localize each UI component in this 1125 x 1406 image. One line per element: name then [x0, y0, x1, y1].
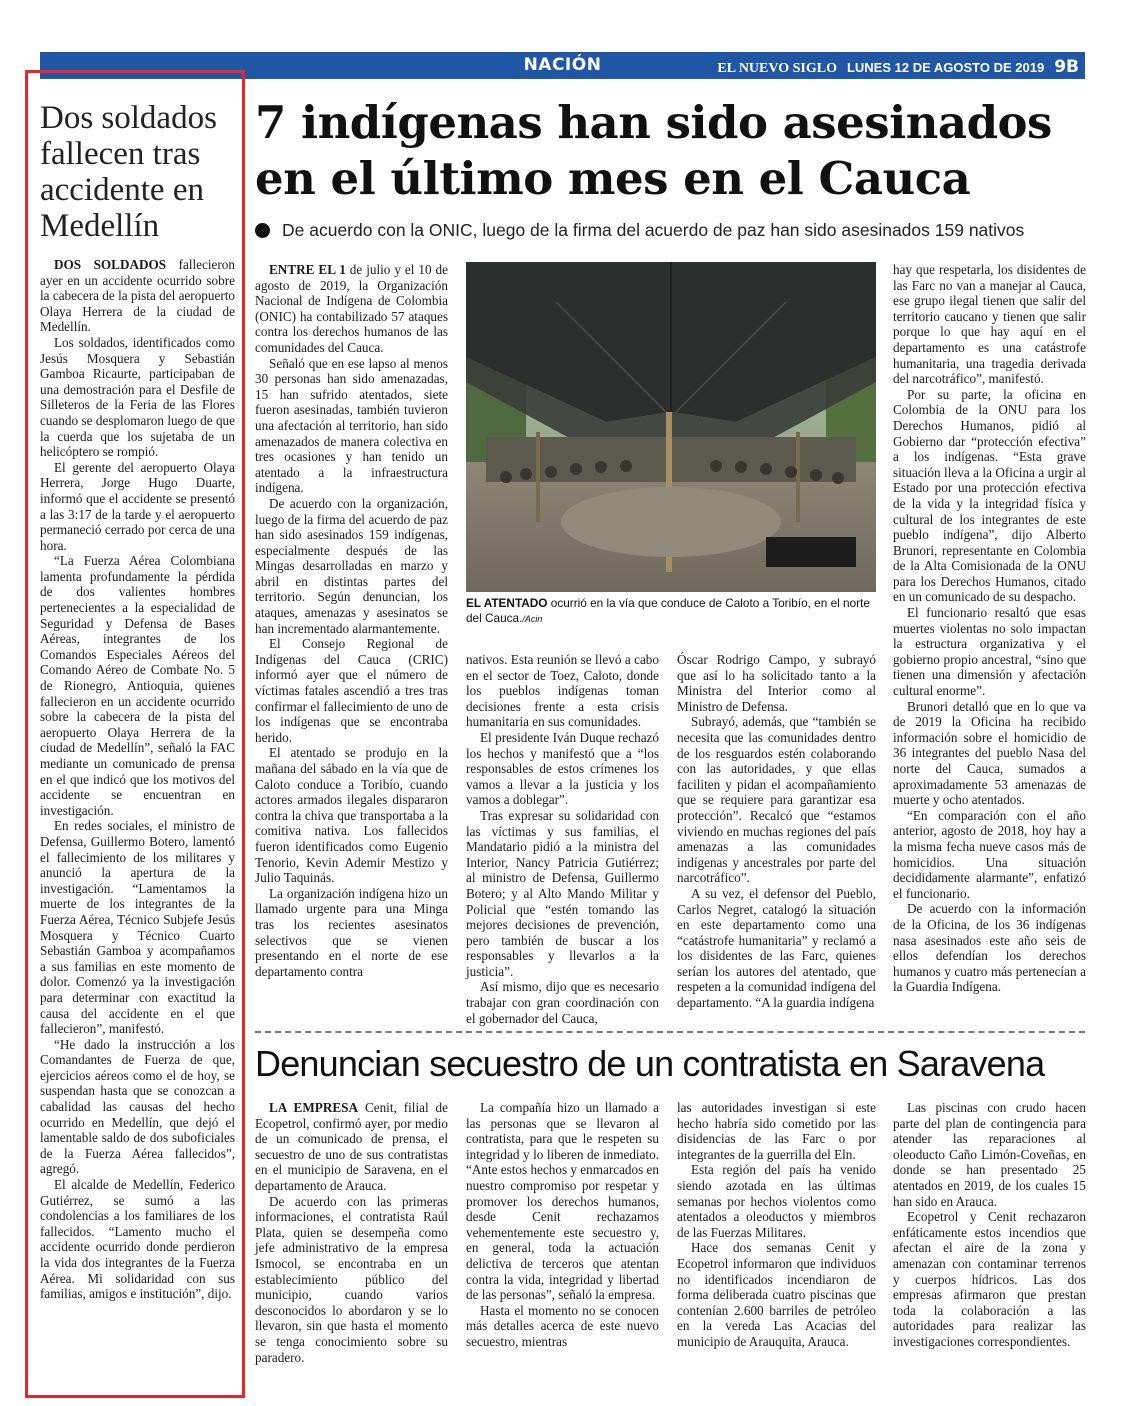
article-photo	[466, 262, 876, 592]
second-column-2	[466, 1100, 659, 1350]
main-paragraph: La organización indígena hizo un llamado urgente para una Minga tras los recientes asesinatos selectivos que se vienen presentando en el norte de ese departamento contra	[255, 885, 448, 979]
issue-date: LUNES 12 DE AGOSTO DE 2019	[846, 60, 1045, 75]
tent-gathering-photo	[466, 262, 876, 592]
main-paragraph: “En comparación con el año anterior, agosto de 2018, hoy hay a la misma fecha nueve casos más de homicidios. Una situación decididamente alarmante”, enfatizó el funcionario.	[893, 807, 1086, 901]
sidebar-paragraph: El alcalde de Medellín, Federico Gutiérrez, se sumó a las condolencias a los familiares de los fallecidos. “Lamento mucho el accidente ocurrido donde perdieron la vida dos integrantes de la Fuerza Aérea. Mi solidaridad con sus familias, amigos e institución”, dijo.	[40, 1177, 235, 1302]
second-paragraph: Cenit, filial de Ecopetrol, confirmó ayer, por medio de un comunicado de prensa, el secuestro de uno de sus contratistas en el municipio de Saravena, en el departamento de Arauca.	[255, 1100, 449, 1193]
main-paragraph: El Consejo Regional de Indígenas del Cauca (CRIC) informó ayer que el número de víctimas fatales ascendió a tres tras confirmar el fallecimiento de uno de los indígenas que se encontraba herido.	[255, 636, 448, 745]
sidebar-paragraph: fallecieron ayer en un accidente ocurrido sobre la cabecera de la pista del aeropuerto Olaya Herrera de la ciudad de Medellín.	[40, 257, 235, 335]
main-paragraph: Tras expresar su solidaridad con las víctimas y sus familias, el Mandatario pidió a la ministra del Interior, Nancy Patricia Gutiérrez; al ministro de Defensa, Guillermo Botero; y al Alto Mando Militar y Policial que “estén tomando las mejores decisiones de prevención, pero también de buscar a los responsables y llevarlos a la justicia”.	[466, 807, 659, 979]
photo-credit: /Acin	[522, 614, 543, 624]
sidebar-paragraph: “La Fuerza Aérea Colombiana lamenta profundamente la pérdida de dos valientes hombres pertenecientes a la especialidad de Seguridad y Defensa de Bases Aéreas, integrantes de los Comandos Especiales Aéreos del Comando Aéreo de Combate No. 5 de Rionegro, Antioquia, quienes fallecieron en un accidente ocurrido sobre la cabecera de la pista del aeropuerto Olaya Herrera de la ciudad de Medellín”, señaló la FAC mediante un comunicado de prensa en el que indicó que los motivos del accidente se encuentran en investigación.	[40, 553, 235, 818]
main-column-2	[466, 652, 659, 1027]
deck-text: De acuerdo con la ONIC, luego de la firma del acuerdo de paz han sido asesinados 159 nativos	[282, 220, 1025, 240]
main-column-3	[677, 652, 876, 1027]
sidebar-paragraph: En redes sociales, el ministro de Defensa, Guillermo Botero, lamentó el fallecimiento de los militares y anunció la apertura de la investigación. “Lamentamos la muerte de los integrantes de la Fuerza Aérea, Técnico Subjefe Jesús Mosquera y Técnico Cuarto Sebastián Gamboa y acompañamos a sus familias en este momento de dolor. Comenzó ya la investigación para determinar con exactitud la causa del accidente en el que fallecieron”, manifestó.	[40, 818, 235, 1037]
sidebar-article-body	[40, 257, 235, 1347]
main-paragraph: Brunori detalló que en lo que va de 2019 la Oficina ha recibido información sobre el homicidio de 36 integrantes del pueblo Nasa del norte del Cauca, sumados a aproximadamente 53 amenazas de muerte y ocho atentados.	[893, 698, 1086, 808]
main-paragraph: El funcionario resaltó que esas muertes violentas no solo impactan la estructura organizativa y el gobierno propio ancestral, “sino que tienen una dimensión y afectación cultural enorme”.	[893, 605, 1086, 699]
main-paragraph: De acuerdo con la organización, luego de la firma del acuerdo de paz han sido asesinados 159 indígenas, especialmente después de las Mingas desarrolladas en marzo y abril en distintas partes del territorio. Según denuncian, los ataques, amenazas y asesinatos se han incrementado alarmantemente.	[255, 495, 448, 636]
sidebar-paragraph: “He dado la instrucción a los Comandantes de Fuerza de que, ejercicios aéreos como el de hoy, se suspendan hasta que se conozcan a cabalidad las causas del hecho ocurrido en Medellín, que dejó el lamentable saldo de dos suboficiales de la Fuerza Aérea fallecidos”, agregó.	[40, 1036, 235, 1177]
photo-caption	[466, 596, 876, 627]
sidebar-paragraph: Los soldados, identificados como Jesús Mosquera y Sebastián Gamboa Ricaurte, participaban de una demostración para el Desfile de Silleteros de la Feria de las Flores cuando se desplomaron luego de que la cuerda que los sujetaba de un helicóptero se rompió.	[40, 334, 235, 460]
sidebar-paragraph: El gerente del aeropuerto Olaya Herrera, Jorge Hugo Duarte, informó que el accidente se presentó a las 3:17 de la tarde y el aeropuerto permaneció cerrado por cerca de una hora.	[40, 459, 235, 553]
publication-info	[717, 57, 1079, 77]
main-paragraph: nativos. Esta reunión se llevó a cabo en el sector de Toez, Caloto, donde los pueblos indígenas toman decisiones frente a esta crisis humanitaria en sus comunidades.	[466, 652, 659, 730]
article-divider	[255, 1031, 1085, 1033]
main-lead: ENTRE EL 1	[269, 262, 346, 277]
main-deck	[255, 220, 1085, 241]
main-paragraph: Así mismo, dijo que es necesario trabajar con gran coordinación con el gobernador del Cauca,	[466, 979, 659, 1026]
second-paragraph: las autoridades investigan si este hecho habría sido cometido por las disidencias de las Farc o por integrantes de la guerrilla del Eln.	[677, 1100, 876, 1162]
section-name: NACIÓN	[523, 55, 602, 75]
page-number: 9B	[1054, 57, 1079, 77]
main-paragraph: Subrayó, además, que “también se necesita que las comunidades dentro de los resguardos estén colaborando con las autoridades, y que ellas faciliten y pidan el acompañamiento que se requiere para garantizar esa protección”. Recalcó que “estamos viviendo en muchas regiones del país amenazas a las comunidades indígenas y ancestrales por parte del narcotráfico”.	[677, 714, 876, 886]
main-paragraph: Por su parte, la oficina en Colombia de la ONU para los Derechos Humanos, pidió al Gobierno dar “protección efectiva” a los indígenas. “Esta grave situación lleva a la Oficina a urgir al Estado por una protección efectiva de la vida y la integridad física y cultural de los integrantes de este pueblo indígena”, dijo Alberto Brunori, representante en Colombia de la Alta Comisionada de la ONU para los Derechos Humanos, citado en un comunicado de su despacho.	[893, 386, 1086, 605]
sidebar-headline: Dos soldados fallecen tras accidente en Medellín	[40, 100, 217, 244]
main-paragraph: El presidente Iván Duque rechazó los hechos y manifestó que a “los responsables de estos crímenes los vamos a llevar a la justicia y los vamos a doblegar”.	[466, 729, 659, 808]
second-lead: LA EMPRESA	[269, 1100, 358, 1115]
caption-lead: EL ATENTADO	[466, 596, 548, 610]
second-paragraph: De acuerdo con las primeras informaciones, el contratista Raúl Plata, quien se desempeña como jefe administrativo de la empresa Ismocol, se encontraba en un establecimiento público del municipio, cuando varios desconocidos lo abordaron y se lo llevaron, sin que hasta el momento se tenga conocimiento sobre su paradero.	[255, 1193, 448, 1365]
sidebar-lead: DOS SOLDADOS	[54, 257, 167, 272]
main-paragraph: hay que respetarla, los disidentes de las Farc no van a manejar al Cauca, ese grupo ilegal tienen que salir del territorio caucano y tienen que salir porque lo que hay aquí en el departamento es una catástrofe humanitaria, una tragedia derivada del narcotráfico”, manifestó.	[893, 262, 1086, 387]
second-column-1	[255, 1100, 449, 1365]
second-paragraph: Esta región del país ha venido siendo azotada en las últimas semanas por hechos violentos como atentados a oleoductos y miembros de las Fuerzas Militares.	[677, 1162, 876, 1240]
main-paragraph: Óscar Rodrigo Campo, y subrayó que así lo ha solicitado tanto a la Ministra del Interior como al Ministro de Defensa.	[677, 652, 876, 714]
main-paragraph: A su vez, el defensor del Pueblo, Carlos Negret, catalogó la situación en este departamento como una “catástrofe humanitaria” y reclamó a los disidentes de las Farc, quienes serían los autores del atentado, que respeten a la comunidad indígena del departamento. “A la guardia indígena	[677, 885, 876, 1011]
caption-text: ocurrió en la vía que conduce de Caloto a Toribío, en el norte del Cauca.	[466, 596, 870, 625]
main-column-4	[893, 262, 1086, 1027]
main-paragraph: El atentado se produjo en la mañana del sábado en la vía que de Caloto conduce a Toribío, cuando actores armados ilegales dispararon contra la chiva que transportaba a la comitiva nativa. Los fallecidos fueron identificados como Eugenio Tenorio, Kevin Ademir Mestizo y Julio Taquinás.	[255, 745, 448, 886]
main-paragraph: Señaló que en ese lapso al menos 30 personas han sido amenazadas, 15 han sufrido atentados, siete fueron asesinadas, también tuvieron una afectación al territorio, han sido amenazados de manera colectiva en tres ocasiones y han tenido un atentado a la infraestructura indígena.	[255, 355, 448, 496]
second-paragraph: Ecopetrol y Cenit rechazaron enfáticamente estos incendios que afectan el aire de la zona y amenazan con contaminar terrenos y cuerpos hídricos. Las dos empresas afirmaron que prestan toda la colaboración a las autoridades para realizar las investigaciones correspondientes.	[893, 1209, 1086, 1349]
main-paragraph: De acuerdo con la información de la Oficina, de los 36 indígenas nasa asesinados este año seis de ellos defendían los derechos humanos y cuatro más pertenecían a la Guardia Indígena.	[893, 901, 1086, 995]
bullet-icon	[255, 223, 270, 238]
main-paragraph: de julio y el 10 de agosto de 2019, la Organización Nacional de Indígena de Colombia (ONIC) ha contabilizado 57 ataques contra los derechos humanos de las comunidades del Cauca.	[255, 262, 448, 355]
second-column-3	[677, 1100, 876, 1350]
second-paragraph: Hasta el momento no se conocen más detalles acerca de este nuevo secuestro, mientras	[466, 1302, 659, 1349]
main-column-1	[255, 262, 448, 1027]
second-column-4	[893, 1100, 1086, 1350]
masthead: EL NUEVO SIGLO	[717, 61, 837, 76]
main-headline: 7 indígenas han sido asesinados en el último mes en el Cauca	[255, 96, 1052, 205]
second-paragraph: La compañía hizo un llamado a las personas que se llevaron al contratista, para que le respeten su integridad y lo liberen de inmediato. “Ante estos hechos y enmarcados en nuestro compromiso por respetar y promover los derechos humanos, desde Cenit rechazamos vehementemente este secuestro y, en general, toda la actuación delictiva de terceros que atentan contra la vida, integridad y libertad de las personas”, señaló la empresa.	[466, 1100, 659, 1303]
second-headline: Denuncian secuestro de un contratista en Saravena	[255, 1043, 1045, 1084]
second-paragraph: Hace dos semanas Cenit y Ecopetrol informaron que individuos no identificados incendiaron de forma deliberada cuatro piscinas que contenían 2.600 barriles de petróleo en la vereda Las Acacias del municipio de Arauquita, Arauca.	[677, 1240, 876, 1349]
second-paragraph: Las piscinas con crudo hacen parte del plan de contingencia para atender las reparaciones al oleoducto Caño Limón-Coveñas, en donde se han presentado 25 atentados en 2019, de los cuales 15 han sido en Arauca.	[893, 1100, 1086, 1209]
